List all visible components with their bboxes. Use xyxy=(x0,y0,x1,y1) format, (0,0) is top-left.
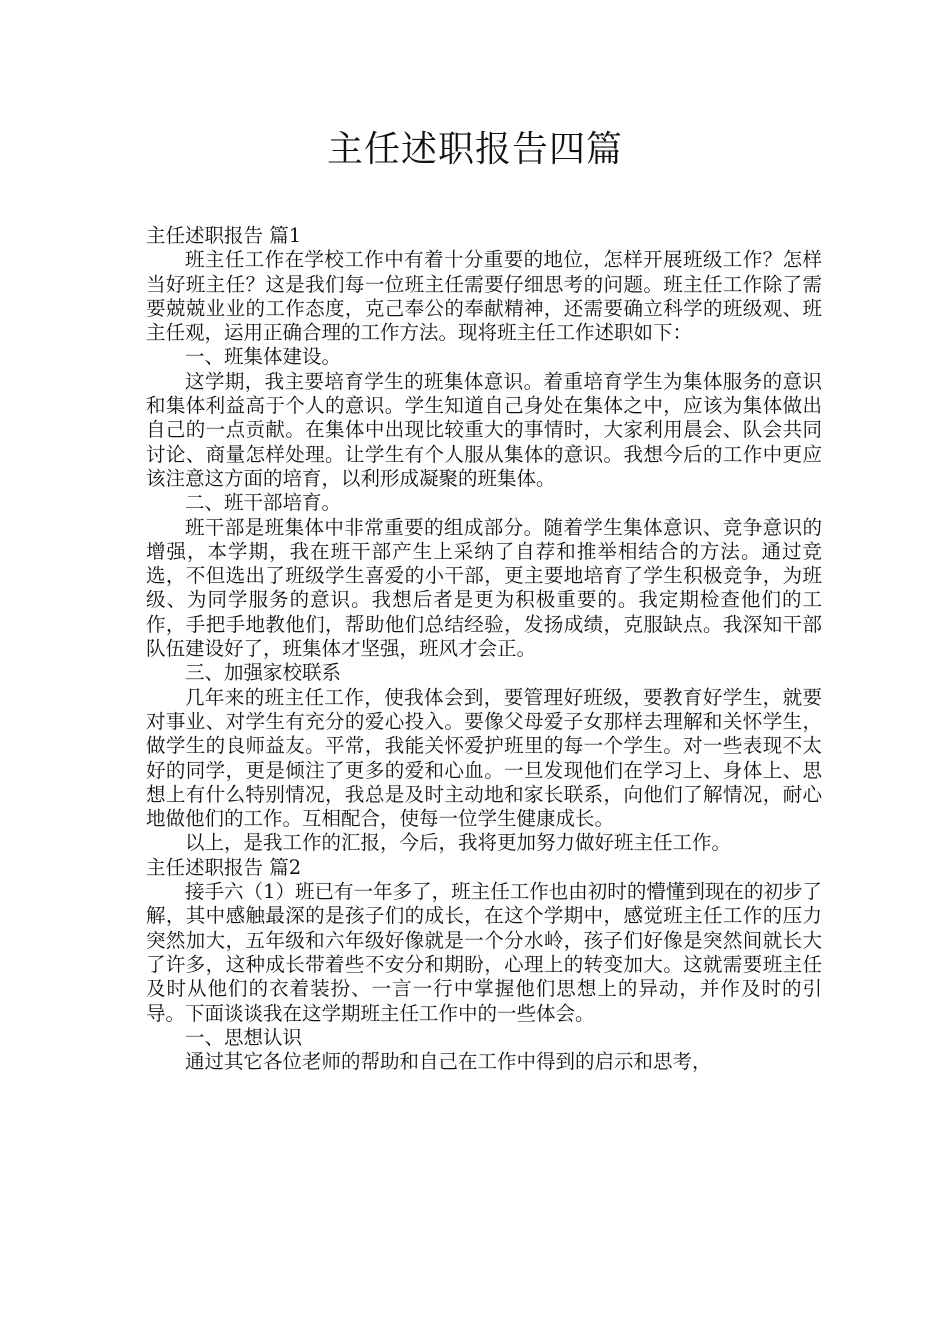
body-paragraph: 通过其它各位老师的帮助和自己在工作中得到的启示和思考， xyxy=(185,1050,712,1074)
sub-heading: 三、加强家校联系 xyxy=(185,661,342,685)
document-body xyxy=(146,224,822,1074)
document-title: 主任述职报告四篇 xyxy=(326,129,623,170)
body-paragraph: 班主任工作在学校工作中有着十分重要的地位，怎样开展班级工作？怎样当好班主任？这是我们每一位班主任需要仔细思考的问题。班主任工作除了需要兢兢业业的工作态度，克己奉公的奉献精神，还需要确立科学的班级观、班主任观，运用正确合理的工作方法。现将班主任工作述职如下： xyxy=(146,248,822,345)
section-heading-2: 主任述职报告 篇2 xyxy=(146,855,302,879)
sub-heading: 二、班干部培育。 xyxy=(185,491,342,515)
sub-heading: 一、思想认识 xyxy=(185,1025,303,1049)
body-paragraph: 这学期，我主要培育学生的班集体意识。着重培育学生为集体服务的意识和集体利益高于个人的意识。学生知道自己身处在集体之中，应该为集体做出自己的一点贡献。在集体中出现比较重大的事情时，大家利用晨会、队会共同讨论、商量怎样处理。让学生有个人服从集体的意识。我想今后的工作中更应该注意这方面的培育，以利形成凝聚的班集体。 xyxy=(146,369,822,490)
body-paragraph: 几年来的班主任工作，使我体会到，要管理好班级，要教育好学生，就要对事业、对学生有充分的爱心投入。要像父母爱子女那样去理解和关怀学生，做学生的良师益友。平常，我能关怀爱护班里的每一个学生。对一些表现不太好的同学，更是倾注了更多的爱和心血。一旦发现他们在学习上、身体上、思想上有什么特别情况，我总是及时主动地和家长联系，向他们了解情况，耐心地做他们的工作。互相配合，使每一位学生健康成长。 xyxy=(146,685,822,831)
body-paragraph: 班干部是班集体中非常重要的组成部分。随着学生集体意识、竞争意识的增强，本学期，我在班干部产生上采纳了自荐和推举相结合的方法。通过竞选，不但选出了班级学生喜爱的小干部，更主要地培育了学生积极竞争，为班级、为同学服务的意识。我想后者是更为积极重要的。我定期检查他们的工作，手把手地教他们，帮助他们总结经验，发扬成绩，克服缺点。我深知干部队伍建设好了，班集体才坚强，班风才会正。 xyxy=(146,515,822,661)
sub-heading: 一、班集体建设。 xyxy=(185,345,342,369)
body-paragraph: 以上，是我工作的汇报，今后，我将更加努力做好班主任工作。 xyxy=(185,831,732,855)
body-paragraph: 接手六（1）班已有一年多了，班主任工作也由初时的懵懂到现在的初步了解，其中感触最深的是孩子们的成长，在这个学期中，感觉班主任工作的压力突然加大，五年级和六年级好像就是一个分水岭，孩子们好像是突然间就长大了许多，这种成长带着些不安分和期盼，心理上的转变加大。这就需要班主任及时从他们的衣着装扮、一言一行中掌握他们思想上的异动，并作及时的引导。下面谈谈我在这学期班主任工作中的一些体会。 xyxy=(146,880,822,1025)
section-heading-1: 主任述职报告 篇1 xyxy=(146,224,302,247)
